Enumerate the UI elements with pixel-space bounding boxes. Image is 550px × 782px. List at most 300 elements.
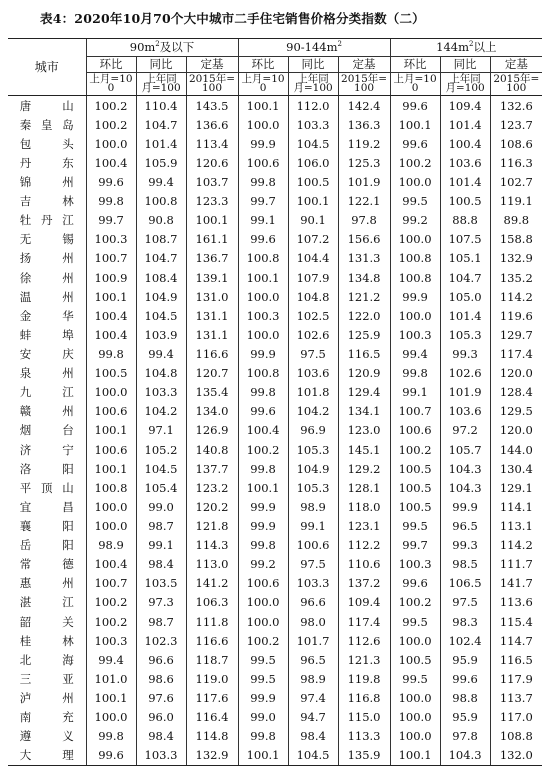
index-value: 99.7 xyxy=(238,192,288,211)
subheader-base-2: 定基 xyxy=(490,57,542,73)
city-name-text: 牡 丹 江 xyxy=(19,213,74,228)
index-value: 120.6 xyxy=(186,153,238,172)
city-name xyxy=(8,555,86,574)
index-value: 95.9 xyxy=(440,650,490,669)
index-value: 117.4 xyxy=(490,344,542,363)
index-value: 98.9 xyxy=(288,497,338,516)
index-value: 100.0 xyxy=(86,383,136,402)
index-value: 97.3 xyxy=(136,593,186,612)
city-name-text: 岳 阳 xyxy=(19,538,74,553)
index-value: 139.1 xyxy=(186,268,238,287)
subheader-basis-line1: 2015年= xyxy=(493,73,540,86)
city-name-text: 吉 林 xyxy=(19,194,74,209)
index-value: 119.0 xyxy=(186,669,238,688)
index-value: 107.2 xyxy=(288,230,338,249)
table-row xyxy=(8,574,542,593)
index-value: 114.2 xyxy=(490,536,542,555)
subheader-basis-line1: 上年同 xyxy=(449,73,481,86)
subheader-basis-line2: 月=100 xyxy=(445,82,485,95)
index-value: 104.2 xyxy=(288,402,338,421)
index-value: 105.7 xyxy=(440,440,490,459)
index-value: 135.2 xyxy=(490,268,542,287)
index-value: 100.2 xyxy=(390,440,440,459)
index-value: 131.1 xyxy=(186,306,238,325)
index-value: 100.1 xyxy=(238,96,288,116)
subheader-base-0: 定基 xyxy=(186,57,238,73)
index-value: 131.0 xyxy=(186,287,238,306)
index-value: 98.4 xyxy=(136,727,186,746)
index-value: 113.6 xyxy=(490,593,542,612)
index-value: 109.4 xyxy=(338,593,390,612)
table-row xyxy=(8,593,542,612)
city-name-text: 南 充 xyxy=(19,710,74,725)
index-value: 99.9 xyxy=(440,497,490,516)
index-value: 100.8 xyxy=(136,192,186,211)
index-value: 98.7 xyxy=(136,612,186,631)
index-value: 99.6 xyxy=(86,746,136,766)
index-value: 98.0 xyxy=(288,612,338,631)
subheader-basis-line2: 月=100 xyxy=(293,82,333,95)
city-name-text: 桂 林 xyxy=(19,633,74,648)
index-value: 99.8 xyxy=(86,727,136,746)
index-value: 103.9 xyxy=(136,325,186,344)
index-value: 129.4 xyxy=(338,383,390,402)
index-value: 105.0 xyxy=(440,287,490,306)
index-value: 107.5 xyxy=(440,230,490,249)
table-row xyxy=(8,746,542,766)
index-value: 135.9 xyxy=(338,746,390,766)
index-value: 101.4 xyxy=(440,115,490,134)
index-value: 137.2 xyxy=(338,574,390,593)
index-value: 122.1 xyxy=(338,192,390,211)
table-row xyxy=(8,211,542,230)
index-value: 100.0 xyxy=(390,306,440,325)
table-title: 表4：2020年10月70个大中城市二手住宅销售价格分类指数（二） xyxy=(40,11,425,26)
city-name-text: 九 江 xyxy=(19,385,74,400)
index-value: 100.1 xyxy=(288,192,338,211)
city-name-text: 徐 州 xyxy=(19,270,74,285)
subheader-basis-yoy-2 xyxy=(440,73,490,96)
index-value: 116.5 xyxy=(490,650,542,669)
index-value: 120.0 xyxy=(490,421,542,440)
index-value: 99.9 xyxy=(390,287,440,306)
index-value: 100.4 xyxy=(86,325,136,344)
index-value: 116.5 xyxy=(338,344,390,363)
subheader-yoy-1: 同比 xyxy=(288,57,338,73)
table-row xyxy=(8,402,542,421)
index-value: 100.2 xyxy=(390,593,440,612)
index-value: 100.3 xyxy=(390,555,440,574)
index-value: 97.4 xyxy=(288,688,338,707)
index-value: 100.1 xyxy=(86,421,136,440)
index-value: 120.0 xyxy=(490,364,542,383)
index-value: 102.6 xyxy=(440,364,490,383)
city-name xyxy=(8,364,86,383)
index-value: 99.6 xyxy=(86,172,136,191)
index-value: 100.0 xyxy=(390,172,440,191)
table-row xyxy=(8,268,542,287)
index-value: 100.1 xyxy=(238,478,288,497)
city-name xyxy=(8,516,86,535)
index-value: 144.0 xyxy=(490,440,542,459)
city-name xyxy=(8,440,86,459)
index-value: 106.5 xyxy=(440,574,490,593)
index-value: 99.5 xyxy=(238,650,288,669)
index-value: 105.3 xyxy=(288,478,338,497)
index-value: 101.4 xyxy=(440,172,490,191)
index-value: 97.8 xyxy=(440,727,490,746)
table-row xyxy=(8,631,542,650)
subheader-yoy-0: 同比 xyxy=(136,57,186,73)
index-value: 99.1 xyxy=(390,383,440,402)
index-value: 97.1 xyxy=(136,421,186,440)
index-value: 114.8 xyxy=(186,727,238,746)
index-value: 103.3 xyxy=(136,383,186,402)
index-value: 99.5 xyxy=(238,669,288,688)
city-name xyxy=(8,688,86,707)
index-value: 104.5 xyxy=(288,746,338,766)
index-value: 100.0 xyxy=(390,727,440,746)
index-value: 100.0 xyxy=(238,612,288,631)
index-value: 100.4 xyxy=(440,134,490,153)
index-value: 102.4 xyxy=(440,631,490,650)
index-value: 104.8 xyxy=(288,287,338,306)
city-name xyxy=(8,612,86,631)
city-name-text: 赣 州 xyxy=(19,404,74,419)
index-value: 99.0 xyxy=(136,497,186,516)
index-value: 117.9 xyxy=(490,669,542,688)
index-value: 99.8 xyxy=(390,364,440,383)
index-value: 115.0 xyxy=(338,708,390,727)
index-value: 100.4 xyxy=(86,306,136,325)
index-value: 99.9 xyxy=(238,497,288,516)
index-value: 98.6 xyxy=(136,669,186,688)
city-name-text: 北 海 xyxy=(19,652,74,667)
index-value: 156.6 xyxy=(338,230,390,249)
index-value: 101.4 xyxy=(440,306,490,325)
index-value: 100.0 xyxy=(86,708,136,727)
index-value: 120.2 xyxy=(186,497,238,516)
index-value: 98.4 xyxy=(136,555,186,574)
index-value: 134.1 xyxy=(338,402,390,421)
table-row xyxy=(8,516,542,535)
index-value: 99.3 xyxy=(440,344,490,363)
index-value: 96.5 xyxy=(288,650,338,669)
index-value: 129.5 xyxy=(490,402,542,421)
index-value: 103.3 xyxy=(136,746,186,766)
index-value: 120.9 xyxy=(338,364,390,383)
index-value: 100.1 xyxy=(86,688,136,707)
index-value: 101.9 xyxy=(440,383,490,402)
city-name-text: 三 亚 xyxy=(19,671,74,686)
index-value: 100.2 xyxy=(86,593,136,612)
index-value: 99.5 xyxy=(390,612,440,631)
index-value: 113.4 xyxy=(186,134,238,153)
city-name-text: 丹 东 xyxy=(19,155,74,170)
index-value: 125.9 xyxy=(338,325,390,344)
index-value: 99.4 xyxy=(136,344,186,363)
index-value: 104.4 xyxy=(288,249,338,268)
index-value: 123.0 xyxy=(338,421,390,440)
subheader-basis-line1: 上月=10 xyxy=(241,73,285,86)
index-value: 100.0 xyxy=(238,115,288,134)
index-value: 100.2 xyxy=(238,631,288,650)
index-value: 105.9 xyxy=(136,153,186,172)
index-value: 100.1 xyxy=(390,746,440,766)
index-value: 134.0 xyxy=(186,402,238,421)
index-value: 100.4 xyxy=(86,555,136,574)
city-name xyxy=(8,746,86,766)
group-header-medium: $90-144m^2$ xyxy=(238,39,390,57)
index-value: 99.4 xyxy=(136,172,186,191)
index-value: 103.6 xyxy=(440,153,490,172)
index-value: 100.5 xyxy=(390,497,440,516)
index-value: 117.4 xyxy=(338,612,390,631)
index-value: 102.5 xyxy=(288,306,338,325)
subheader-basis-line2: 100 xyxy=(506,82,527,95)
index-value: 100.2 xyxy=(86,612,136,631)
index-value: 104.3 xyxy=(440,746,490,766)
index-value: 100.0 xyxy=(238,287,288,306)
index-value: 104.7 xyxy=(440,268,490,287)
index-value: 100.5 xyxy=(390,478,440,497)
index-value: 102.3 xyxy=(136,631,186,650)
city-name xyxy=(8,325,86,344)
index-value: 99.2 xyxy=(390,211,440,230)
index-value: 100.5 xyxy=(390,650,440,669)
index-value: 100.1 xyxy=(186,211,238,230)
subheader-basis-line1: 上月=10 xyxy=(89,73,133,86)
index-value: 121.8 xyxy=(186,516,238,535)
index-value: 99.6 xyxy=(390,96,440,116)
index-value: 105.1 xyxy=(440,249,490,268)
index-value: 116.6 xyxy=(186,631,238,650)
subheader-basis-line1: 2015年= xyxy=(189,73,236,86)
index-value: 99.9 xyxy=(238,688,288,707)
index-value: 96.6 xyxy=(288,593,338,612)
city-name xyxy=(8,249,86,268)
table-body xyxy=(8,96,542,766)
subheader-basis-yoy-0 xyxy=(136,73,186,96)
index-value: 96.0 xyxy=(136,708,186,727)
city-name xyxy=(8,459,86,478)
index-value: 98.9 xyxy=(288,669,338,688)
index-value: 100.1 xyxy=(86,459,136,478)
index-value: 109.4 xyxy=(440,96,490,116)
subheader-mom-2: 环比 xyxy=(390,57,440,73)
table-row xyxy=(8,383,542,402)
index-value: 99.8 xyxy=(238,172,288,191)
index-value: 115.4 xyxy=(490,612,542,631)
index-value: 158.8 xyxy=(490,230,542,249)
index-value: 117.0 xyxy=(490,708,542,727)
index-value: 105.3 xyxy=(288,440,338,459)
table-row xyxy=(8,459,542,478)
index-value: 141.2 xyxy=(186,574,238,593)
city-name xyxy=(8,115,86,134)
index-value: 100.6 xyxy=(86,440,136,459)
index-value: 136.3 xyxy=(338,115,390,134)
index-value: 100.1 xyxy=(238,746,288,766)
index-value: 99.6 xyxy=(440,669,490,688)
index-value: 100.0 xyxy=(238,593,288,612)
subheader-basis-line2: 0 xyxy=(259,82,267,95)
index-value: 96.9 xyxy=(288,421,338,440)
index-value: 114.2 xyxy=(490,287,542,306)
index-value: 112.6 xyxy=(338,631,390,650)
city-name-text: 烟 台 xyxy=(19,423,74,438)
index-value: 96.5 xyxy=(440,516,490,535)
index-value: 100.4 xyxy=(238,421,288,440)
index-value: 145.1 xyxy=(338,440,390,459)
index-value: 120.7 xyxy=(186,364,238,383)
index-value: 104.5 xyxy=(136,306,186,325)
index-value: 100.0 xyxy=(86,134,136,153)
index-value: 104.9 xyxy=(136,287,186,306)
table-row xyxy=(8,172,542,191)
group-header-large: $144m^2$以上 xyxy=(390,39,542,57)
index-value: 100.3 xyxy=(86,631,136,650)
index-value: 113.1 xyxy=(490,516,542,535)
subheader-basis-line1: 上月=10 xyxy=(393,73,437,86)
index-value: 119.6 xyxy=(490,306,542,325)
index-value: 136.7 xyxy=(186,249,238,268)
index-value: 98.9 xyxy=(86,536,136,555)
index-value: 97.5 xyxy=(288,555,338,574)
index-value: 110.4 xyxy=(136,96,186,116)
city-name-text: 常 德 xyxy=(19,557,74,572)
index-value: 110.6 xyxy=(338,555,390,574)
subheader-basis-base-1 xyxy=(338,73,390,96)
index-value: 128.1 xyxy=(338,478,390,497)
index-value: 101.4 xyxy=(136,134,186,153)
index-value: 98.4 xyxy=(288,727,338,746)
index-value: 140.8 xyxy=(186,440,238,459)
index-value: 134.8 xyxy=(338,268,390,287)
index-value: 135.4 xyxy=(186,383,238,402)
city-name xyxy=(8,669,86,688)
index-value: 118.7 xyxy=(186,650,238,669)
index-value: 100.6 xyxy=(390,421,440,440)
index-value: 102.6 xyxy=(288,325,338,344)
table-row xyxy=(8,421,542,440)
city-name xyxy=(8,192,86,211)
city-name-text: 蚌 埠 xyxy=(19,327,74,342)
index-value: 96.6 xyxy=(136,650,186,669)
city-name xyxy=(8,497,86,516)
index-value: 107.9 xyxy=(288,268,338,287)
subheader-basis-line2: 100 xyxy=(354,82,375,95)
index-value: 122.0 xyxy=(338,306,390,325)
index-value: 100.8 xyxy=(238,364,288,383)
index-value: 129.7 xyxy=(490,325,542,344)
index-value: 100.7 xyxy=(390,402,440,421)
city-name-text: 宜 昌 xyxy=(19,499,74,514)
index-value: 89.8 xyxy=(490,211,542,230)
index-value: 100.5 xyxy=(440,192,490,211)
index-value: 100.0 xyxy=(86,497,136,516)
subheader-basis-mom-2 xyxy=(390,73,440,96)
index-value: 100.2 xyxy=(390,153,440,172)
index-value: 99.6 xyxy=(238,402,288,421)
table-row xyxy=(8,536,542,555)
city-name xyxy=(8,211,86,230)
subheader-basis-line1: 上年同 xyxy=(297,73,329,86)
index-value: 100.6 xyxy=(238,574,288,593)
index-value: 117.6 xyxy=(186,688,238,707)
subheader-basis-line1: 2015年= xyxy=(341,73,388,86)
city-name xyxy=(8,650,86,669)
city-name xyxy=(8,383,86,402)
city-name xyxy=(8,421,86,440)
index-value: 100.8 xyxy=(86,478,136,497)
index-value: 98.7 xyxy=(136,516,186,535)
city-name xyxy=(8,631,86,650)
index-value: 101.7 xyxy=(288,631,338,650)
subheader-basis-base-0 xyxy=(186,73,238,96)
index-value: 99.0 xyxy=(238,708,288,727)
index-value: 99.1 xyxy=(136,536,186,555)
table-header xyxy=(8,39,542,96)
city-name-text: 泸 州 xyxy=(19,690,74,705)
index-value: 128.4 xyxy=(490,383,542,402)
index-value: 100.5 xyxy=(86,364,136,383)
city-name-text: 金 华 xyxy=(19,308,74,323)
index-value: 100.2 xyxy=(86,96,136,116)
index-value: 98.5 xyxy=(440,555,490,574)
index-value: 104.8 xyxy=(136,364,186,383)
index-value: 99.9 xyxy=(238,134,288,153)
index-value: 100.3 xyxy=(390,325,440,344)
index-value: 99.8 xyxy=(238,383,288,402)
index-value: 99.4 xyxy=(86,650,136,669)
index-value: 103.5 xyxy=(136,574,186,593)
index-value: 119.1 xyxy=(490,192,542,211)
subheader-basis-mom-0 xyxy=(86,73,136,96)
table-row xyxy=(8,249,542,268)
table-row xyxy=(8,555,542,574)
index-value: 100.7 xyxy=(86,574,136,593)
index-value: 123.7 xyxy=(490,115,542,134)
table-row xyxy=(8,344,542,363)
city-name-text: 无 锡 xyxy=(19,232,74,247)
index-value: 111.8 xyxy=(186,612,238,631)
index-value: 100.4 xyxy=(86,153,136,172)
index-value: 99.8 xyxy=(86,344,136,363)
city-name-text: 惠 州 xyxy=(19,576,74,591)
table-row xyxy=(8,440,542,459)
index-value: 132.0 xyxy=(490,746,542,766)
table-row xyxy=(8,96,542,116)
table-row xyxy=(8,306,542,325)
index-value: 113.0 xyxy=(186,555,238,574)
index-value: 99.6 xyxy=(238,230,288,249)
table-row xyxy=(8,287,542,306)
subheader-basis-mom-1 xyxy=(238,73,288,96)
index-value: 118.0 xyxy=(338,497,390,516)
index-value: 132.9 xyxy=(186,746,238,766)
index-value: 111.7 xyxy=(490,555,542,574)
index-value: 123.2 xyxy=(186,478,238,497)
index-value: 131.3 xyxy=(338,249,390,268)
table-row xyxy=(8,115,542,134)
index-value: 100.8 xyxy=(390,249,440,268)
index-value: 116.8 xyxy=(338,688,390,707)
index-value: 123.1 xyxy=(338,516,390,535)
city-name xyxy=(8,708,86,727)
index-value: 121.2 xyxy=(338,287,390,306)
index-value: 105.3 xyxy=(440,325,490,344)
